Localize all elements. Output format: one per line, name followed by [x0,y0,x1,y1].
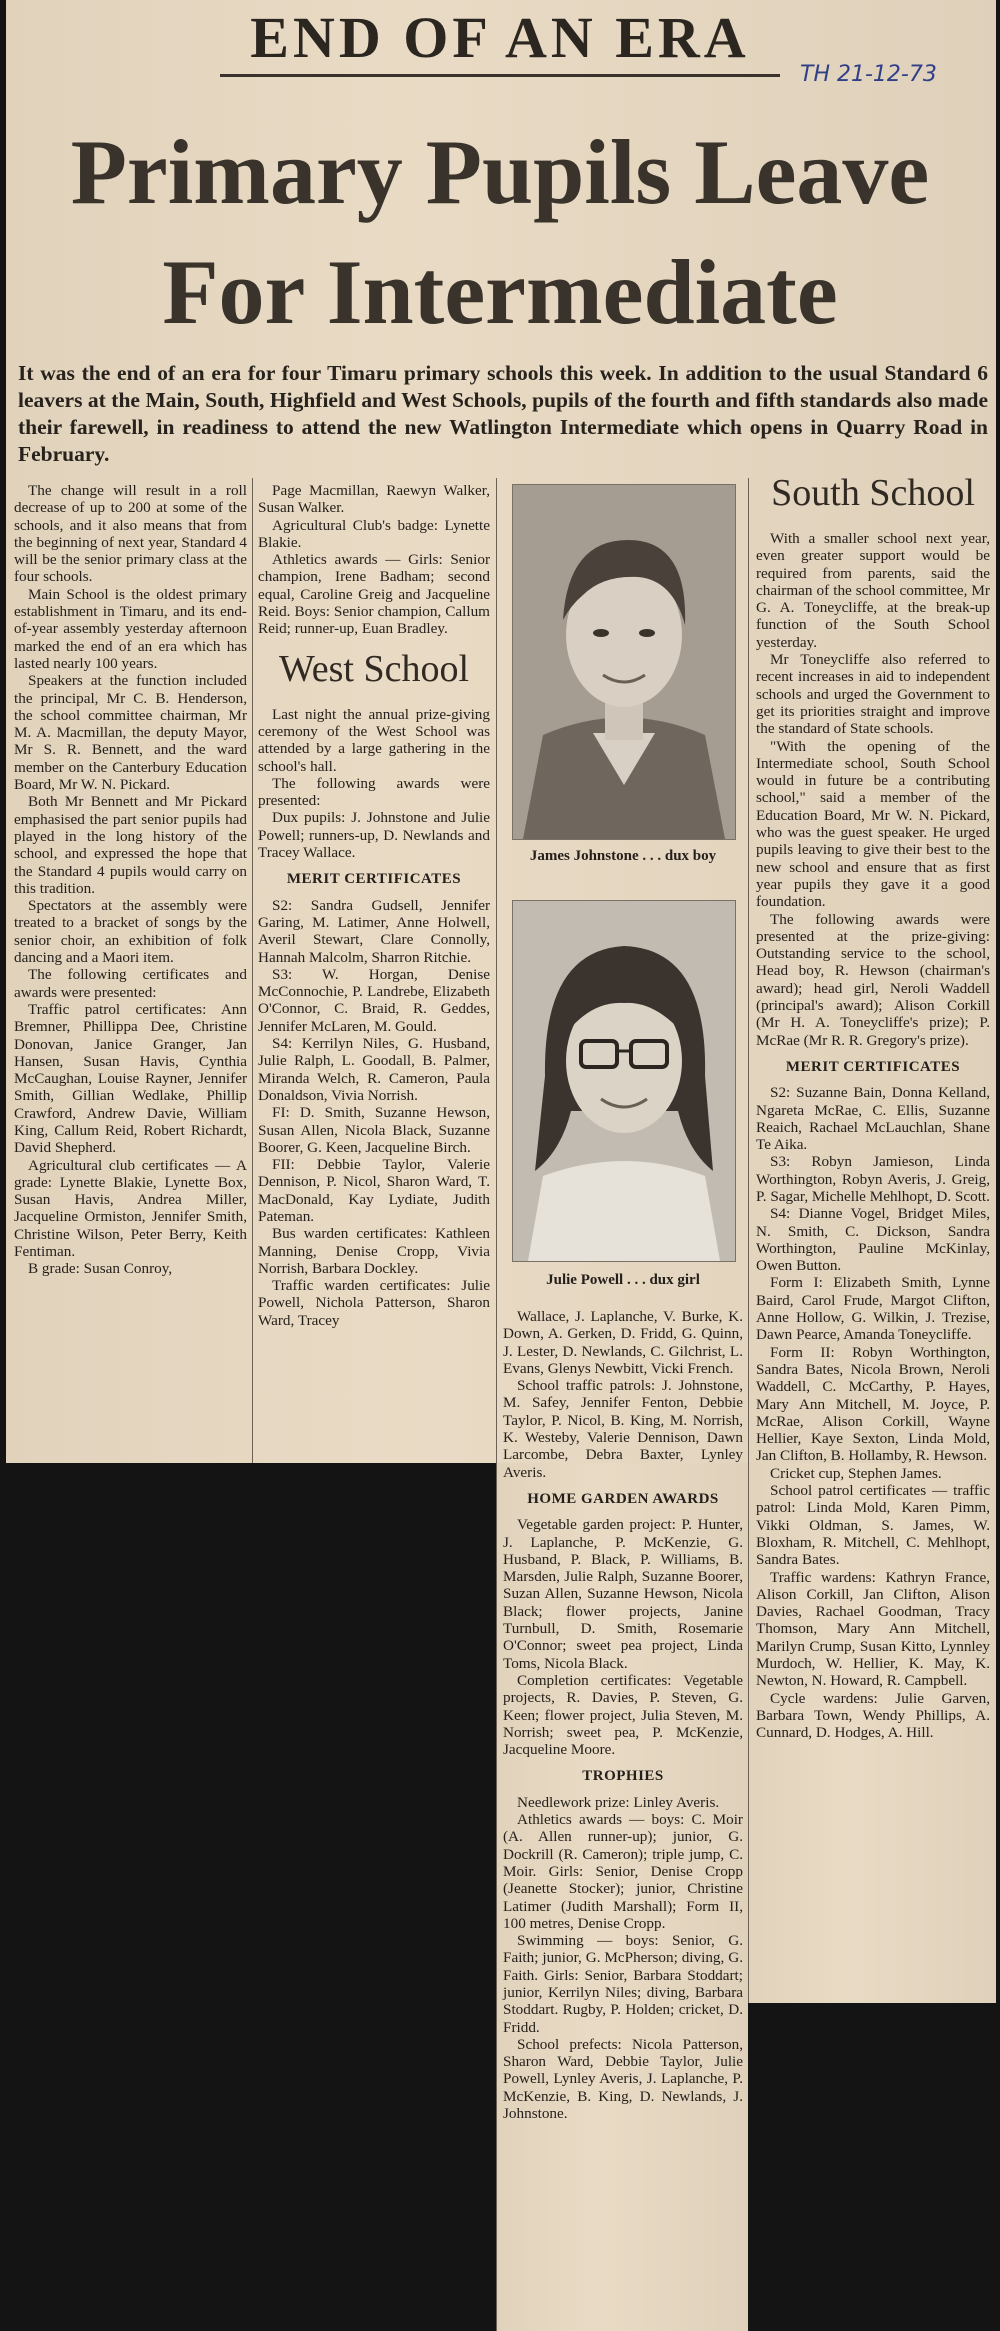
standfirst: It was the end of an era for four Timaru primary schools this week. In addition to the usual Standard 6 leavers at the Main, South, Highfield and West Schools, pupils of the fourth and fifth standards also made their farewell, in readiness to attend the new Watlington Intermediate which opens in Quarry Road in February. [18,361,988,466]
subheading-merit-certificates-south: MERIT CERTIFICATES [785,1058,961,1075]
paragraph: Traffic warden certificates: Julie Powell, Nichola Patterson, Sharon Ward, Tracey [258,1277,490,1329]
column-rule [748,478,749,2003]
paragraph: School patrol certificates — traffic patrol: Linda Mold, Karen Pimm, Vikki Oldman, S. James, W. Bloxham, R. Mitchell, C. Mehlhopt, Sandra Bates. [756,1482,990,1569]
column-4 [756,470,990,1741]
paragraph: With a smaller school next year, even greater support would be required from parents, said the chairman of the school committee, Mr G. A. Toneycliffe, at the break-up function of the South School yesterday. [756,530,990,651]
paragraph: Last night the annual prize-giving ceremony of the West School was attended by a large gathering in the school's hall. [258,705,490,775]
kicker: END OF AN ERA [220,4,780,77]
paragraph: Bus warden certificates: Kathleen Manning, Denise Cropp, Vivia Norrish, Barbara Dockley. [258,1225,490,1277]
paragraph: Vegetable garden project: P. Hunter, J. Laplanche, P. McKenzie, G. Husband, P. Black, P. Williams, B. Marsden, Julie Ralph, Suzanne Boorer, Suzan Allen, Suzanne Hewson, Nicola Black; flower projects, Janine Turnbull, D. Smith, Rosemarie O'Connor; sweet pea project, Linda Toms, Nicola Black. [503,1516,743,1672]
column-1 [14,482,247,1278]
paragraph: Page Macmillan, Raewyn Walker, Susan Walker. [258,482,490,517]
paragraph: Athletics awards — boys: C. Moir (A. Allen runner-up); junior, G. Dockrill (R. Cameron); triple jump, C. Moir. Girls: Senior, Denise Cropp (Jeanette Stocker); junior, Christine Latimer (Judith Marshall); Form II, 100 metres, Denise Cropp. [503,1811,743,1932]
section-heading-west-school: West School [278,647,470,690]
section-heading-south-school: South School [771,472,975,514]
paragraph: S3: Robyn Jamieson, Linda Worthington, Robyn Averis, J. Greig, P. Sagar, Michelle Mehlhopt, D. Scott. [756,1153,990,1205]
photo-caption-girl: Julie Powell . . . dux girl [546,1272,700,1288]
column-3 [503,1308,743,2122]
portrait-boy-image [513,485,735,839]
paragraph: Cricket cup, Stephen James. [770,1464,942,1482]
photo-caption-boy: James Johnstone . . . dux boy [529,848,717,864]
headline-line-1: Primary Pupils Leave [70,121,930,223]
paragraph: S4: Kerrilyn Niles, G. Husband, Julie Ralph, L. Goodall, B. Palmer, Miranda Welch, R. Cameron, Paula Donaldson, Vivia Norrish. [258,1035,490,1104]
paragraph: S2: Suzanne Bain, Donna Kelland, Ngareta McRae, C. Ellis, Suzanne Reaich, Rachael McLauchlan, Shane Te Aika. [756,1084,990,1154]
paragraph: Speakers at the function included the principal, Mr C. B. Henderson, the school committee chairman, Mr M. A. Macmillan, the deputy Mayor, Mr S. R. Bennett, and the ward member on the Canterbury Education Board, Mr W. N. Pickard. [14,672,247,794]
subheading-merit-certificates: MERIT CERTIFICATES [286,871,462,888]
paragraph: The following awards were presented: [258,774,490,810]
paragraph: Mr Toneycliffe also referred to recent increases in aid to independent schools and urged the Government to get its priorities straight and improve the standard of State schools. [756,651,990,738]
photo-dux-girl [512,900,736,1262]
paragraph: Completion certificates: Vegetable projects, R. Davies, P. Steven, G. Keen; flower project, Julia Steven, M. Norrish; sweet pea, P. McKenzie, Jacqueline Moore. [503,1671,743,1759]
photo-dux-boy [512,484,736,840]
paragraph: S2: Sandra Gudsell, Jennifer Garing, M. Latimer, Anne Holwell, Averil Stewart, Clare Connolly, Hannah Malcolm, Sharron Ritchie. [258,896,490,966]
paragraph: S3: W. Horgan, Denise McConnochie, P. Landrebe, Elizabeth O'Connor, C. Braid, R. Geddes, Jennifer McLaren, M. Gould. [258,965,490,1035]
paragraph: Form II: Robyn Worthington, Sandra Bates, Nicola Brown, Neroli Waddell, C. McCarthy, P. Hayes, Mary Ann Mitchell, M. Joyce, P. McRae, Alison Corkill, Wayne Hellier, Kaye Sexton, Linda Mold, Jan Clifton, B. Hollamby, R. Hewson. [756,1343,990,1465]
column-rule [252,478,253,1463]
column-2 [258,482,490,1329]
subheading-trophies: TROPHIES [582,1768,664,1785]
paragraph: The change will result in a roll decrease of up to 200 at some of the schools, and it also means that from the beginning of next year, Standard 4 will be the senior primary class at the four schools. [14,482,247,586]
portrait-girl-image [513,901,735,1261]
paragraph: Needlework prize: Linley Averis. [517,1793,720,1811]
paragraph: Dux pupils: J. Johnstone and Julie Powell; runners-up, D. Newlands and Tracey Wallace. [258,809,490,862]
subheading-home-garden-awards: HOME GARDEN AWARDS [527,1490,719,1507]
paragraph: Traffic patrol certificates: Ann Bremner, Phillippa Dee, Christine Donovan, Janice Granger, Jan Hansen, Susan Havis, Cynthia McCaughan, Louise Rayner, Jennifer Smith, Gillian Wedlake, Phillip Crawford, Andrew Davie, William King, Callum Reid, Robert Richardt, David Shepherd. [14,1000,247,1157]
paragraph: FII: Debbie Taylor, Valerie Dennison, P. Nicol, Sharon Ward, T. MacDonald, Kay Lydiate, Judith Pateman. [258,1156,490,1225]
paragraph: Both Mr Bennett and Mr Pickard emphasised the part senior pupils had played in the long history of the school, and expressed the hope that the Standard 4 pupils would carry on this tradition. [14,793,247,897]
paragraph: Athletics awards — Girls: Senior champion, Irene Badham; second equal, Caroline Greig and Jacqueline Reid. Boys: Senior champion, Callum Reid; runner-up, Euan Bradley. [258,551,490,638]
handwritten-date: TH 21-12-73 [800,62,937,87]
paragraph: B grade: Susan Conroy, [28,1260,173,1278]
paragraph: School traffic patrols: J. Johnstone, M. Safey, Jennifer Fenton, Debbie Taylor, P. Nicol, B. King, M. Norrish, K. Westeby, Valerie Dennison, Dawn Larcombe, Debra Baxter, Lynley Averis. [503,1377,743,1481]
paragraph: Agricultural club certificates — A grade: Lynette Blakie, Lynette Box, Susan Havis, Andrea Miller, Jacqueline Ormiston, Jennifer Smith, Christine Wilson, Peter Berry, Keith Fentiman. [14,1156,247,1261]
paragraph: Main School is the oldest primary establishment in Timaru, and its end-of-year assembly yesterday afternoon marked the end of an era which has lasted nearly 100 years. [14,585,247,672]
paragraph: FI: D. Smith, Suzanne Hewson, Susan Allen, Nicola Black, Suzanne Boorer, G. Keen, Jacqueline Birch. [258,1104,490,1156]
paragraph: Wallace, J. Laplanche, V. Burke, K. Down, A. Gerken, D. Fridd, G. Quinn, J. Lester, D. Newlands, C. Gilchrist, L. Evans, Glenys Newbitt, Vicki French. [503,1308,743,1377]
headline [20,112,980,352]
paragraph: Swimming — boys: Senior, G. Faith; junior, G. McPherson; diving, G. Faith. Girls: Senior, Barbara Stoddart; junior, Kerrilyn Niles; diving, Barbara Stoddart. Rugby, P. Holden; cricket, D. Fridd. [503,1932,743,2036]
paragraph: "With the opening of the Intermediate school, South School would in future be a contributing school," said a member of the Education Board, Mr W. N. Pickard, who was the guest speaker. He urged pupils leaving to give their best to the new school and ensure that as first year pupils they gave it a good foundation. [756,737,990,911]
paragraph: Spectators at the assembly were treated to a bracket of songs by the senior choir, an exhibition of folk dancing and a Maori item. [14,897,247,967]
paragraph: S4: Dianne Vogel, Bridget Miles, N. Smith, C. Dickson, Sandra Worthington, Pauline McKinlay, Owen Button. [756,1205,990,1275]
headline-line-2: For Intermediate [162,241,838,343]
column-rule [496,478,497,2331]
paragraph: The following awards were presented at the prize-giving: Outstanding service to the school, Head boy, R. Hewson (chairman's award); head girl, Neroli Waddell (principal's award); Alison Corkill (Mr H. A. Toneycliffe's prize); P. McRae (Mr R. R. Gregory's prize). [756,910,990,1049]
paragraph: The following certificates and awards were presented: [14,966,247,1001]
paragraph: Form I: Elizabeth Smith, Lynne Baird, Carol Frude, Margot Clifton, Anne Hollow, G. Wilkin, J. Trezise, Dawn Pearce, Amanda Toneycliffe. [756,1274,990,1344]
paragraph: School prefects: Nicola Patterson, Sharon Ward, Debbie Taylor, Julie Powell, Lynley Averis, J. Laplanche, P. McKenzie, B. King, D. Newlands, J. Johnstone. [503,2035,743,2123]
paragraph: Traffic wardens: Kathryn France, Alison Corkill, Jan Clifton, Alison Davies, Rachael Goodman, Tracy Thomson, Mary Ann Mitchell, Marilyn Crump, Susan Kitto, Lynnley Murdoch, W. Hellier, K. May, K. Newton, N. Howard, R. Campbell. [756,1568,990,1690]
paragraph: Cycle wardens: Julie Garven, Barbara Town, Wendy Phillips, A. Cunnard, D. Hodges, A. Hill. [756,1689,990,1742]
paragraph: Agricultural Club's badge: Lynette Blakie. [258,516,490,551]
